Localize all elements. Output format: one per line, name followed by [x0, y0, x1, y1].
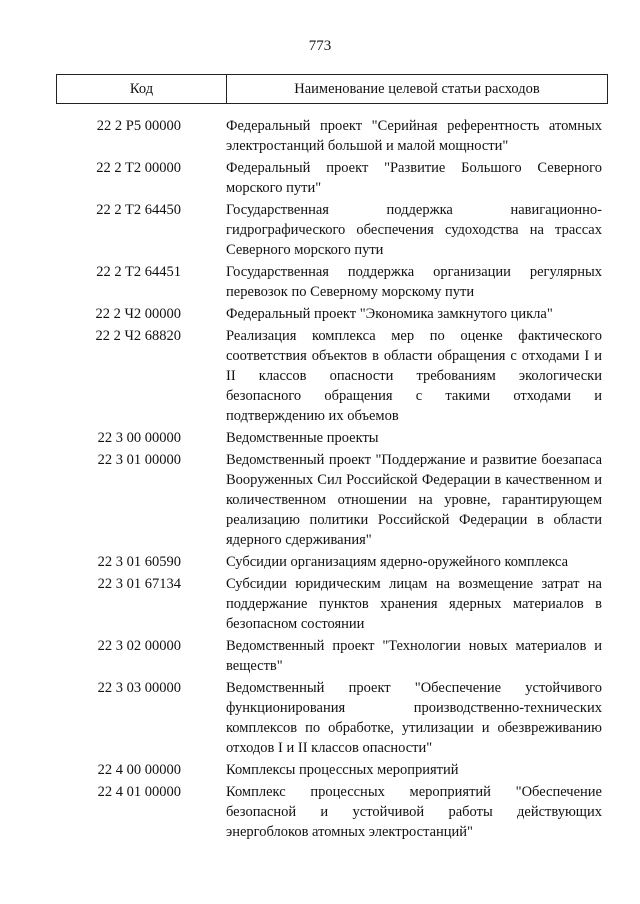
row-name: Государственная поддержка навигационно-гидрографического обеспечения судоходства на трассах Северного морского пути: [226, 202, 602, 258]
row-code: 22 3 01 00000: [97, 452, 181, 468]
row-name: Федеральный проект "Серийная референтность атомных электростанций большой и малой мощности": [226, 118, 602, 154]
table-row: [56, 428, 608, 448]
table-row: [56, 262, 608, 302]
row-code: 22 2 Ч2 00000: [95, 306, 181, 322]
row-code: 22 3 03 00000: [97, 680, 181, 696]
row-name: Федеральный проект "Экономика замкнутого цикла": [226, 306, 553, 322]
table-row: [56, 760, 608, 780]
table-header: [56, 74, 608, 104]
table-row: [56, 782, 608, 842]
row-name: Субсидии юридическим лицам на возмещение затрат на поддержание пунктов хранения ядерных материалов в безопасном состоянии: [226, 576, 602, 632]
row-code: 22 2 T2 64451: [96, 264, 181, 280]
page-number: 773: [308, 38, 332, 54]
table-row: [56, 304, 608, 324]
row-name: Комплекс процессных мероприятий "Обеспечение безопасной и устойчивой работы действующих энергоблоков атомных электростанций": [226, 784, 602, 840]
row-name: Ведомственные проекты: [226, 430, 379, 446]
row-code: 22 3 02 00000: [97, 638, 181, 654]
header-name: Наименование целевой статьи расходов: [294, 80, 540, 97]
row-name: Ведомственный проект "Обеспечение устойчивого функционирования производственно-технических комплексов по обработке, утилизации и обезвреживанию отходов I и II классов опасности": [226, 680, 602, 756]
table-body: [56, 116, 608, 844]
table-row: [56, 636, 608, 676]
row-name: Ведомственный проект "Поддержание и развитие боезапаса Вооруженных Сил Российской Федерации в качественном и количественном отношении на уровне, гарантирующем реализацию политики Российской Федерации в области ядерного сдерживания": [226, 452, 602, 548]
table-row: [56, 574, 608, 634]
row-code: 22 3 01 60590: [97, 554, 181, 570]
row-code: 22 4 00 00000: [97, 762, 181, 778]
row-code: 22 3 01 67134: [97, 576, 181, 592]
row-name: Комплексы процессных мероприятий: [226, 762, 459, 778]
row-code: 22 3 00 00000: [97, 430, 181, 446]
table-row: [56, 326, 608, 426]
table-row: [56, 200, 608, 260]
row-code: 22 2 T2 00000: [96, 160, 181, 176]
row-code: 22 2 Ч2 68820: [95, 328, 181, 344]
row-code: 22 2 T2 64450: [96, 202, 181, 218]
row-code: 22 2 P5 00000: [96, 118, 181, 134]
header-code: Код: [57, 75, 227, 103]
table-row: [56, 552, 608, 572]
table-row: [56, 450, 608, 550]
table-row: [56, 158, 608, 198]
row-name: Федеральный проект "Развитие Большого Северного морского пути": [226, 160, 602, 196]
table-row: [56, 678, 608, 758]
row-name: Субсидии организациям ядерно-оружейного комплекса: [226, 554, 569, 570]
row-name: Государственная поддержка организации регулярных перевозок по Северному морскому пути: [226, 264, 602, 300]
table-row: [56, 116, 608, 156]
row-code: 22 4 01 00000: [97, 784, 181, 800]
row-name: Реализация комплекса мер по оценке фактического соответствия объектов в области обращения с отходами I и II классов опасности требованиям экологически безопасного обращения с такими отходами и подтверждению их объемов: [226, 328, 602, 424]
row-name: Ведомственный проект "Технологии новых материалов и веществ": [226, 638, 602, 674]
